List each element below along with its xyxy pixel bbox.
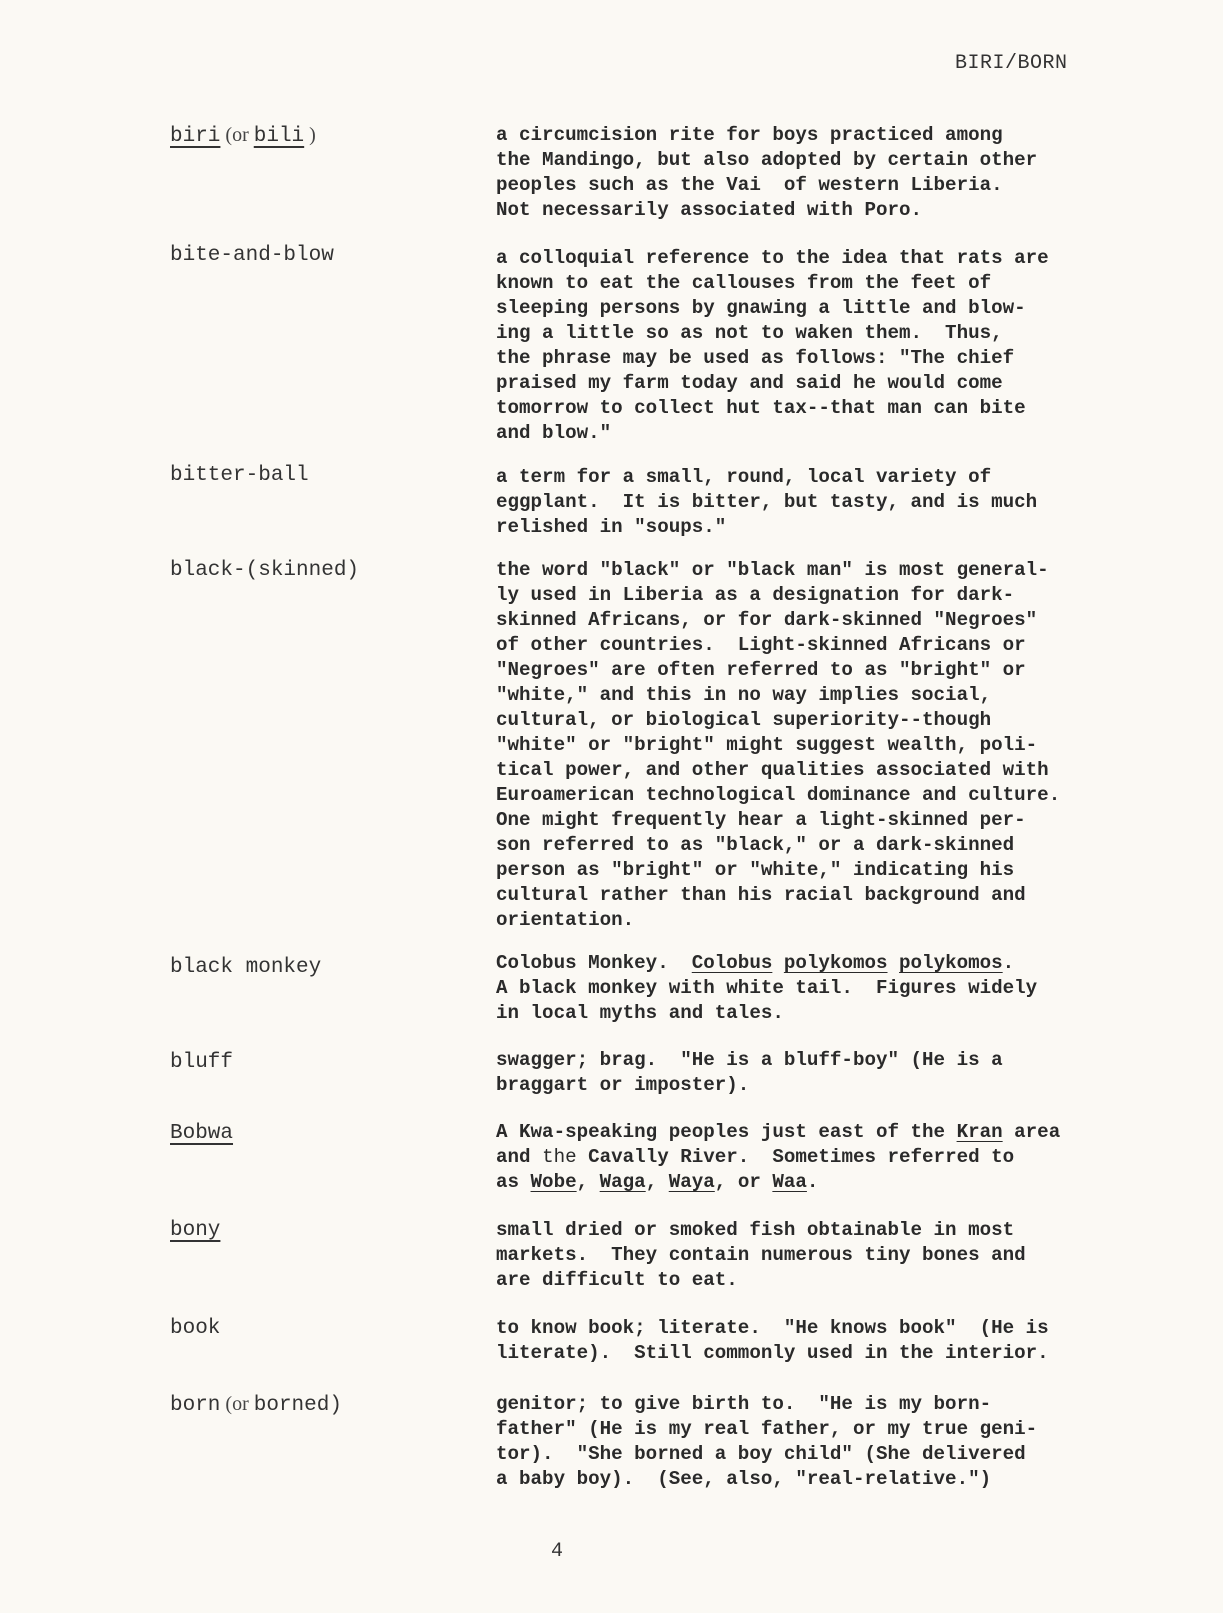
definition-segment: "white," and this in no way implies social, xyxy=(496,684,992,706)
definition-line xyxy=(496,608,1116,633)
glossary-term xyxy=(170,1050,470,1075)
glossary-term xyxy=(170,243,470,268)
term-segment: Bobwa xyxy=(170,1122,234,1145)
definition-segment: a term for a small, round, local variety of xyxy=(496,466,992,488)
definition-segment: to know book; literate. "He knows book" (He is xyxy=(496,1317,1049,1339)
term-segment: biri xyxy=(170,125,221,148)
definition-segment: tical power, and other qualities associated with xyxy=(496,759,1049,781)
definition-segment: a circumcision rite for boys practiced among xyxy=(496,124,1003,146)
definition-line xyxy=(496,346,1116,371)
glossary-term xyxy=(170,558,470,583)
definition-line xyxy=(496,123,1116,148)
definition-line xyxy=(496,658,1116,683)
definition-segment: ing a little so as not to waken them. Thus, xyxy=(496,322,1003,344)
term-segment: bili xyxy=(253,125,305,148)
glossary-term xyxy=(170,1218,470,1243)
definition-segment: Euroamerican technological dominance and culture. xyxy=(496,784,1061,806)
definition-line xyxy=(496,1268,1116,1293)
definition-line xyxy=(496,148,1116,173)
definition-segment: tor). "She borned a boy child" (She delivered xyxy=(496,1443,1026,1465)
definition-segment: skinned Africans, or for dark-skinned "Negroes" xyxy=(496,609,1038,631)
definition-segment: area xyxy=(1002,1121,1061,1143)
term-segment: (or xyxy=(220,1393,254,1415)
definition-segment: Waa xyxy=(772,1171,807,1193)
definition-segment: Not necessarily associated with Poro. xyxy=(496,199,923,221)
definition-line xyxy=(496,1145,1116,1170)
definition-line xyxy=(496,858,1116,883)
definition-segment xyxy=(888,952,900,974)
definition-line xyxy=(496,733,1116,758)
definition-segment: ly used in Liberia as a designation for dark- xyxy=(496,584,1015,606)
definition-segment: Wobe xyxy=(530,1171,577,1193)
glossary-term xyxy=(170,955,470,980)
definition-line xyxy=(496,633,1116,658)
definition-line xyxy=(496,173,1116,198)
definition-segment: , xyxy=(576,1171,600,1193)
definition-segment: . xyxy=(1002,952,1015,974)
definition-line xyxy=(496,246,1116,271)
definition-line xyxy=(496,558,1116,583)
glossary-definition xyxy=(496,246,1116,446)
glossary-term xyxy=(170,123,470,149)
definition-segment xyxy=(772,952,784,974)
term-segment: bitter-ball xyxy=(170,464,309,487)
definition-segment: orientation. xyxy=(496,909,635,931)
definition-segment: tomorrow to collect hut tax--that man can bite xyxy=(496,397,1026,419)
definition-segment: markets. They contain numerous tiny bones and xyxy=(496,1244,1026,1266)
definition-line xyxy=(496,371,1116,396)
definition-line xyxy=(496,421,1116,446)
page-header: BIRI/BORN xyxy=(955,52,1068,75)
definition-segment: , or xyxy=(714,1171,773,1193)
glossary-term xyxy=(170,1316,470,1341)
definition-line xyxy=(496,1218,1116,1243)
glossary-definition xyxy=(496,465,1116,540)
definition-segment: Colobus xyxy=(691,952,773,974)
definition-line xyxy=(496,490,1116,515)
definition-segment: small dried or smoked fish obtainable in most xyxy=(496,1219,1015,1241)
glossary-definition xyxy=(496,1316,1116,1366)
definition-line xyxy=(496,1243,1116,1268)
term-segment: ) xyxy=(304,124,316,146)
definition-segment: the Mandingo, but also adopted by certain other xyxy=(496,149,1038,171)
glossary-term xyxy=(170,1121,470,1146)
definition-segment: Waga xyxy=(599,1171,646,1193)
definition-line xyxy=(496,465,1116,490)
definition-line xyxy=(496,1467,1116,1492)
definition-line xyxy=(496,783,1116,808)
definition-line xyxy=(496,758,1116,783)
term-segment: bite-and-blow xyxy=(170,244,334,267)
definition-line xyxy=(496,1316,1116,1341)
definition-line xyxy=(496,708,1116,733)
definition-line xyxy=(496,1001,1116,1026)
term-segment: bluff xyxy=(170,1051,234,1074)
glossary-definition xyxy=(496,1120,1116,1195)
definition-segment: genitor; to give birth to. "He is my born- xyxy=(496,1393,992,1415)
definition-line xyxy=(496,321,1116,346)
definition-line xyxy=(496,1442,1116,1467)
definition-line xyxy=(496,1048,1116,1073)
definition-segment: cultural rather than his racial background and xyxy=(496,884,1026,906)
definition-segment: Cavally River. Sometimes referred to xyxy=(576,1146,1015,1168)
term-segment: borned) xyxy=(253,1394,342,1417)
definition-line xyxy=(496,883,1116,908)
glossary-definition xyxy=(496,951,1116,1026)
definition-segment: as xyxy=(496,1171,531,1193)
term-segment: bony xyxy=(170,1219,221,1242)
definition-line xyxy=(496,583,1116,608)
definition-segment: eggplant. It is bitter, but tasty, and is much xyxy=(496,491,1038,513)
glossary-term xyxy=(170,1392,470,1418)
definition-segment: Colobus Monkey. xyxy=(496,952,692,974)
definition-segment: a colloquial reference to the idea that rats are xyxy=(496,247,1049,269)
definition-line xyxy=(496,1073,1116,1098)
definition-segment: and blow." xyxy=(496,422,612,444)
definition-segment: and xyxy=(496,1146,543,1168)
definition-line xyxy=(496,1170,1116,1195)
definition-line xyxy=(496,1120,1116,1145)
definition-segment: son referred to as "black," or a dark-skinned xyxy=(496,834,1015,856)
definition-segment: cultural, or biological superiority--though xyxy=(496,709,992,731)
definition-segment: A Kwa-speaking peoples just east of the xyxy=(496,1121,957,1143)
glossary-definition xyxy=(496,1048,1116,1098)
definition-line xyxy=(496,808,1116,833)
definition-segment: braggart or imposter). xyxy=(496,1074,750,1096)
definition-segment: praised my farm today and said he would come xyxy=(496,372,1003,394)
glossary-definition xyxy=(496,1392,1116,1492)
definition-segment: swagger; brag. "He is a bluff-boy" (He is a xyxy=(496,1049,1003,1071)
definition-segment: person as "bright" or "white," indicating his xyxy=(496,859,1015,881)
definition-segment: Waya xyxy=(668,1171,715,1193)
glossary-definition xyxy=(496,123,1116,223)
definition-segment: a baby boy). (See, also, "real-relative.") xyxy=(496,1468,992,1490)
definition-line xyxy=(496,1341,1116,1366)
definition-segment: the xyxy=(542,1146,577,1168)
term-segment: black monkey xyxy=(170,956,322,979)
definition-segment: A black monkey with white tail. Figures widely xyxy=(496,977,1038,999)
definition-segment: sleeping persons by gnawing a little and blow- xyxy=(496,297,1026,319)
definition-segment: the word "black" or "black man" is most general- xyxy=(496,559,1049,581)
definition-line xyxy=(496,296,1116,321)
definition-line xyxy=(496,683,1116,708)
definition-segment: father" (He is my real father, or my true geni- xyxy=(496,1418,1038,1440)
definition-line xyxy=(496,515,1116,540)
definition-segment: . xyxy=(806,1171,819,1193)
definition-line xyxy=(496,1417,1116,1442)
definition-segment: of other countries. Light-skinned Africans or xyxy=(496,634,1026,656)
definition-line xyxy=(496,396,1116,421)
definition-segment: , xyxy=(645,1171,669,1193)
definition-segment: One might frequently hear a light-skinned per- xyxy=(496,809,1026,831)
definition-segment: relished in "soups." xyxy=(496,516,727,538)
definition-line xyxy=(496,833,1116,858)
definition-line xyxy=(496,198,1116,223)
definition-segment: in local myths and tales. xyxy=(496,1002,784,1024)
definition-line xyxy=(496,976,1116,1001)
definition-segment: are difficult to eat. xyxy=(496,1269,738,1291)
definition-segment: known to eat the callouses from the feet of xyxy=(496,272,992,294)
definition-line xyxy=(496,1392,1116,1417)
definition-segment: peoples such as the Vai of western Liberia. xyxy=(496,174,1003,196)
term-segment: (or xyxy=(220,124,254,146)
glossary-term xyxy=(170,463,470,488)
term-segment: black-(skinned) xyxy=(170,559,360,582)
glossary-definition xyxy=(496,558,1116,933)
definition-segment: Kran xyxy=(956,1121,1003,1143)
definition-line xyxy=(496,271,1116,296)
definition-segment: polykomos xyxy=(899,952,1003,974)
definition-segment: "Negroes" are often referred to as "bright" or xyxy=(496,659,1026,681)
term-segment: born xyxy=(170,1394,221,1417)
definition-segment: the phrase may be used as follows: "The chief xyxy=(496,347,1015,369)
definition-segment: literate). Still commonly used in the interior. xyxy=(496,1342,1049,1364)
definition-segment: "white" or "bright" might suggest wealth, poli- xyxy=(496,734,1038,756)
term-segment: book xyxy=(170,1317,221,1340)
page-number: 4 xyxy=(551,1540,564,1563)
definition-segment: polykomos xyxy=(783,952,888,974)
definition-line xyxy=(496,908,1116,933)
definition-line xyxy=(496,951,1116,976)
glossary-definition xyxy=(496,1218,1116,1293)
